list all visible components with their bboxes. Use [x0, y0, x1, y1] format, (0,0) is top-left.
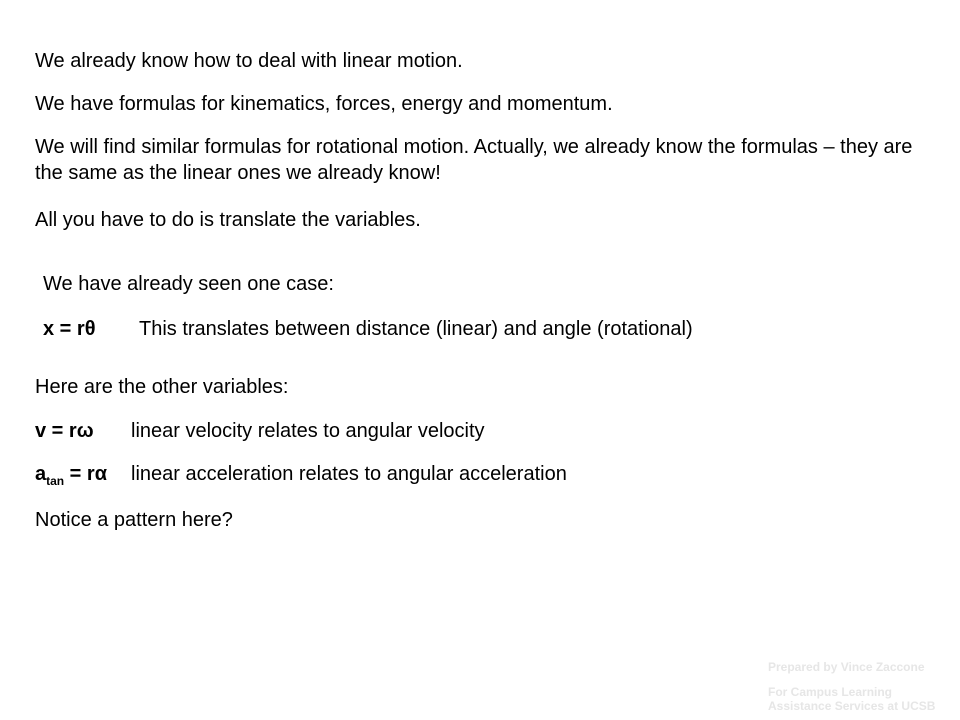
intro-line-linear-motion: We already know how to deal with linear motion.	[35, 50, 463, 72]
formula-x-description: This translates between distance (linear) and angle (rotational)	[139, 318, 693, 340]
case-heading: We have already seen one case:	[43, 273, 334, 295]
formula-a-tan-r-alpha	[35, 461, 107, 489]
formula-x-r-theta: x = rθ	[43, 318, 96, 340]
footer-for-line1: For Campus Learning	[768, 685, 893, 699]
accel-subscript: tan	[46, 474, 65, 488]
formula-v-description: linear velocity relates to angular velocity	[131, 420, 485, 442]
footer-prepared-by: Prepared by Vince Zaccone	[768, 660, 925, 674]
other-heading: Here are the other variables:	[35, 376, 289, 398]
accel-symbol: a	[35, 463, 47, 485]
formula-a-description: linear acceleration relates to angular acceleration	[131, 463, 567, 485]
formula-v-r-omega: v = rω	[35, 420, 94, 442]
closing-question: Notice a pattern here?	[35, 509, 233, 531]
accel-formula-rest: = rα	[64, 463, 107, 485]
intro-line-translate: All you have to do is translate the variables.	[35, 209, 421, 231]
footer-for-line2: Assistance Services at UCSB	[768, 699, 936, 713]
intro-line-formulas: We have formulas for kinematics, forces, energy and momentum.	[35, 93, 613, 115]
intro-line-rotational: We will find similar formulas for rotational motion. Actually, we already know the formulas – they are the same as the linear ones we already know!	[35, 136, 913, 184]
